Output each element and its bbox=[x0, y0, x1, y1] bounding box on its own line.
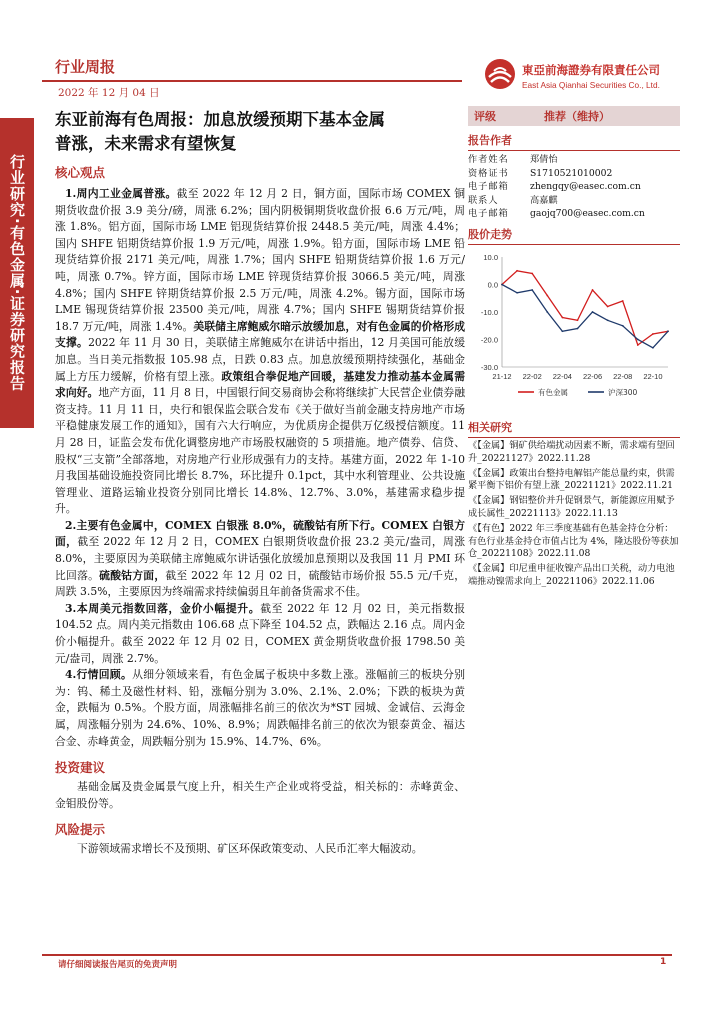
rating-bar bbox=[468, 106, 680, 126]
para1-text-a: 截至 2022 年 12 月 2 日，铜方面，国际市场 COMEX 铜期货收盘价报 3.9 美分/磅，周涨 6.2%；国内阴极铜期货收盘价报 6.6 万元/吨，周涨 1.8%。铝方面，国际市场 LME 铝现货结算价报 2448.5 美元/吨，周涨 4.4%；国内 SHFE 铝期货结算价报 1.9 万元/吨，周涨 1.9%。铅方面，国际市场 LME 铅现货结算价报 2171 美元/吨，周涨 1.7%；国内 SHFE 铅期货结算价报 1.6 万元/吨，周涨 0.7%。锌方面，国际市场 LME 锌现货结算价报 3066.5 美元/吨，周涨 4.8%；国内 SHFE 锌期货结算价报 2.5 万元/吨，周涨 4.2%。锡方面，国际市场 LME 锡现货结算价报 23500 美元/吨，周涨 4.7%；国内 SHFE 锡期货结算价报 18.7 万元/吨，周涨 1.4%。 bbox=[55, 187, 465, 333]
related-research-list bbox=[468, 440, 680, 589]
author-row bbox=[468, 208, 645, 222]
report-title bbox=[55, 108, 463, 156]
investment-text: 基础金属及贵金属景气度上升，相关生产企业或将受益，相关标的：赤峰黄金、金钼股份等。 bbox=[55, 780, 465, 810]
report-type: 行业周报 bbox=[55, 58, 116, 76]
rating-label: 评级 bbox=[474, 110, 496, 123]
data-point bbox=[622, 300, 624, 302]
y-tick-label: 10.0 bbox=[483, 252, 498, 262]
author-row bbox=[468, 181, 645, 195]
rating-value: 推荐（维持） bbox=[544, 110, 610, 123]
para1-text-b: 2022 年 11 月 30 日，美联储主席鲍威尔在讲话中指出，12 月美国可能放缓加息。当日美元指数报 105.98 点，日跌 0.83 点。加息放缓预期持续强化，基础金属上方压力缓解，价格有望上涨。 bbox=[55, 336, 465, 383]
author-field-label: 联系人 bbox=[468, 194, 499, 206]
data-point bbox=[546, 295, 548, 297]
paragraph-4 bbox=[55, 667, 465, 750]
company-name-en: East Asia Qianhai Securities Co., Ltd. bbox=[522, 80, 660, 90]
x-tick-label: 22-04 bbox=[552, 371, 572, 381]
data-point bbox=[592, 311, 594, 313]
research-item[interactable]: 《【金属】政策出台整持电解铝产能总量约束，供需紧平衡下铝价有望上涨_20221121》2022.11.21 bbox=[468, 467, 675, 492]
data-point bbox=[652, 347, 654, 349]
author-field-value: 高嘉麒 bbox=[530, 194, 558, 206]
series-line bbox=[502, 271, 668, 345]
data-point bbox=[501, 284, 503, 286]
x-tick-label: 22-06 bbox=[582, 371, 603, 381]
research-item[interactable]: 《【金属】钢铝整价并升促钢景气，新能源应用赋予成长属性_20221113》2022.11.13 bbox=[468, 495, 675, 519]
para1-bold-b: 美联储主席鲍威尔暗示放缓加息，对有色金属的价格形成支撑。 bbox=[55, 319, 465, 350]
report-date: 2022 年 12 月 04 日 bbox=[58, 87, 160, 99]
author-field-value[interactable]: gaojq700@easec.com.cn bbox=[530, 208, 645, 220]
data-point bbox=[607, 306, 609, 308]
author-field-label: 电子邮箱 bbox=[468, 181, 509, 193]
side-category-label: 行业研究·有色金属·证券研究报告 bbox=[0, 118, 34, 428]
section-price-trend: 股价走势 bbox=[468, 226, 680, 245]
x-tick-label: 22-02 bbox=[522, 371, 542, 381]
data-point bbox=[561, 330, 563, 332]
y-tick-label: -30.0 bbox=[480, 362, 498, 372]
author-row bbox=[468, 195, 645, 209]
sidebar-column bbox=[468, 106, 680, 591]
header-rule bbox=[42, 80, 462, 82]
company-logo-icon bbox=[484, 58, 516, 90]
data-point bbox=[561, 317, 563, 319]
paragraph-3 bbox=[55, 601, 465, 667]
main-column bbox=[55, 163, 465, 858]
para2-text-a: 截至 2022 年 12 月 2 日，COMEX 白银期货收盘价报 23.2 美元/盎司，周涨 8.0%，主要原因为美联储主席鲍威尔讲话强化放缓加息预期以及我国 11 月 PMI 环比回落。 bbox=[55, 535, 466, 582]
para4-text: 从细分领域来看，有色金属子板块中多数上涨。涨幅前三的板块分别为：钨、稀土及磁性材料、铅，涨幅分别为 3.0%、2.1%、2.0%；下跌的板块为黄金，跌幅为 0.5%。个股方面，周涨幅排名前三的依次为*ST 园城、金诚信、云海金属，周涨幅分别为 24.6%、10%、8.9%；周跌幅排名前三的依次为银泰黄金、福达合金、赤峰黄金，周跌幅分别为 15.9%、14.7%、6%。 bbox=[55, 668, 466, 748]
title-line-1: 东亚前海有色周报：加息放缓预期下基本金属 bbox=[55, 110, 385, 129]
paragraph-1 bbox=[55, 186, 465, 518]
para1-lead: 1.周内工业金属普涨。 bbox=[65, 187, 177, 200]
x-tick-label: 22-10 bbox=[643, 371, 663, 381]
author-field-label: 资格证书 bbox=[468, 167, 509, 179]
legend-label: 有色金属 bbox=[538, 387, 568, 397]
data-point bbox=[622, 325, 624, 327]
research-item[interactable]: 《【有色】2022 年三季度基础有色基金持仓分析：有色行业基金持仓市值占比为 4%，隆达股份等获加仓_20221108》2022.11.08 bbox=[468, 522, 679, 560]
x-tick-label: 22-08 bbox=[613, 371, 633, 381]
data-point bbox=[592, 289, 594, 291]
para2-lead: 2.主要有色金属中，COMEX 白银涨 8.0%，硫酸钴有所下行。COMEX 白银方面， bbox=[55, 518, 465, 549]
para3-text: 截至 2022 年 12 月 02 日，美元指数报 104.52 点。周内美元指数由 106.68 点下降至 104.52 点，跌幅达 2.16 点。周内金价小幅提升。截至 2022 年 12 月 02 日，COMEX 黄金期货收盘价报 1798.50 美元/盎司，周涨 2.7%。 bbox=[55, 601, 465, 665]
paragraph-2 bbox=[55, 518, 465, 601]
data-point bbox=[577, 319, 579, 321]
para1-text-c: 地产方面，11 月 8 日，中国银行间交易商协会称将继续扩大民营企业债券融资支持。11 月 11 日，央行和银保监会联合发布《关于做好当前金融支持房地产市场平稳健康发展工作的通知》，国有六大行响应，为优质房企提供万亿级授信额度。11 月 28 日，证监会发布优化调整房地产市场股权融资的 5 项措施。地产债券、信贷、股权“三支箭”全部落地，对房地产行业形成强有力的支持。基建方面，2022 年 1-10 月我国基础设施投资同比增长 8.7%，环比提升 0.1pct，其中水利管理业、公共设施管理业、道路运输业投资分别同比增长 14.8%、12.7%、3.0%，基建需求稳步提升。 bbox=[55, 386, 466, 516]
author-table bbox=[468, 154, 645, 222]
author-field-label: 电子邮箱 bbox=[468, 208, 509, 220]
data-point bbox=[637, 339, 639, 341]
price-chart bbox=[468, 247, 680, 411]
author-field-value: S1710521010002 bbox=[530, 167, 613, 179]
footer-disclaimer[interactable]: 请仔细阅读报告尾页的免责声明 bbox=[58, 960, 178, 970]
author-field-label: 作者姓名 bbox=[468, 154, 509, 165]
y-tick-label: -10.0 bbox=[480, 307, 498, 317]
data-point bbox=[637, 344, 639, 346]
risk-text: 下游领域需求增长不及预期、矿区环保政策变动、人民币汇率大幅波动。 bbox=[77, 842, 423, 856]
data-point bbox=[667, 330, 669, 332]
data-point bbox=[546, 311, 548, 313]
footer-rule bbox=[42, 954, 672, 956]
author-field-value: 郑倩怡 bbox=[530, 154, 558, 165]
author-row bbox=[468, 168, 645, 182]
data-point bbox=[531, 289, 533, 291]
research-item[interactable]: 《【金属】印尼重申征收镍产品出口关税，动力电池端推动镍需求向上_20221106》2022.11.06 bbox=[468, 563, 675, 587]
section-core-views: 核心观点 bbox=[55, 165, 106, 180]
data-point bbox=[577, 328, 579, 330]
y-tick-label: 0.0 bbox=[487, 280, 498, 290]
title-line-2: 普涨，未来需求有望恢复 bbox=[55, 134, 237, 153]
data-point bbox=[607, 319, 609, 321]
section-risk-warning: 风险提示 bbox=[55, 822, 106, 838]
data-point bbox=[516, 270, 518, 272]
data-point bbox=[516, 292, 518, 294]
research-item[interactable]: 《【金属】铜矿供给端扰动因素不断，需求端有望回升_20221127》2022.11.28 bbox=[468, 439, 675, 464]
para2-bold-b: 硫酸钴方面， bbox=[99, 568, 166, 582]
price-trend-chart bbox=[468, 247, 680, 407]
section-authors: 报告作者 bbox=[468, 132, 680, 151]
data-point bbox=[652, 333, 654, 335]
y-tick-label: -20.0 bbox=[480, 335, 498, 345]
section-related-research: 相关研究 bbox=[468, 419, 680, 438]
data-point bbox=[531, 273, 533, 275]
series-line bbox=[502, 284, 668, 347]
para2-text-b: 截至 2022 年 12 月 02 日，硫酸钴市场价报 55.5 元/千克，周跌 3.5%，主要原因为终端需求持续偏弱且年前备货需求不佳。 bbox=[55, 568, 466, 599]
section-investment-advice: 投资建议 bbox=[55, 760, 106, 776]
legend-label: 沪深300 bbox=[608, 387, 638, 397]
author-row bbox=[468, 154, 645, 168]
author-field-value[interactable]: zhengqy@easec.com.cn bbox=[530, 181, 641, 193]
para3-lead: 3.本周美元指数回落，金价小幅提升。 bbox=[65, 601, 261, 615]
company-name-cn: 東亞前海證券有限責任公司 bbox=[522, 63, 660, 77]
para4-lead: 4.行情回顾。 bbox=[65, 668, 133, 682]
page-number: 1 bbox=[660, 957, 667, 967]
para1-bold-c: 政策组合拳促地产回暖，基建发力推动基本金属需求向好。 bbox=[55, 369, 466, 400]
x-tick-label: 21-12 bbox=[492, 371, 512, 381]
